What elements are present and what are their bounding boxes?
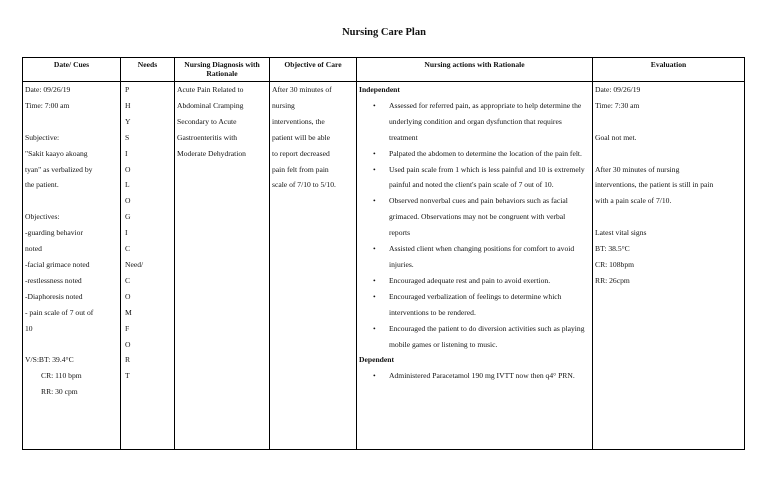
header-actions: Nursing actions with Rationale xyxy=(357,58,593,82)
objective-line: scale of 7/10 to 5/10. xyxy=(272,180,336,190)
subjective-text-3: the patient. xyxy=(25,180,59,190)
objective-cell xyxy=(270,82,357,450)
list-item: • Assisted client when changing positions for comfort to avoid injuries. xyxy=(389,241,590,273)
evaluation-date: Date: 09/26/19 xyxy=(595,85,641,94)
independent-label: Independent xyxy=(359,85,400,94)
needs-letter: F xyxy=(125,323,130,333)
evaluation-status: Goal not met. xyxy=(595,132,637,142)
evaluation-summary: After 30 minutes of nursing xyxy=(595,164,680,174)
evaluation-summary: with a pain scale of 7/10. xyxy=(595,196,672,206)
table-row xyxy=(23,82,745,450)
objective-cue: -facial grimace noted xyxy=(25,259,90,269)
objective-line: interventions, the xyxy=(272,116,325,126)
needs-letter: C xyxy=(125,244,131,254)
latest-vital-rr: RR: 26cpm xyxy=(595,275,630,285)
list-item: • Encouraged adequate rest and pain to avoid exertion. xyxy=(389,273,590,289)
evaluation-summary: interventions, the patient is still in pain xyxy=(595,180,714,190)
objective-cue: noted xyxy=(25,244,42,254)
objective-line: patient will be able xyxy=(272,132,330,142)
evaluation-time: Time: 7:30 am xyxy=(595,100,640,110)
needs-letter: O xyxy=(125,291,131,301)
needs-letter: R xyxy=(125,355,131,365)
objective-cue: 10 xyxy=(25,323,33,333)
diagnosis-line: Acute Pain Related to xyxy=(177,85,244,94)
subjective-label: Subjective: xyxy=(25,132,60,142)
diagnosis-line: Moderate Dehydration xyxy=(177,148,246,158)
header-row xyxy=(23,58,745,82)
needs-letter: O xyxy=(125,164,131,174)
objective-line: to report decreased xyxy=(272,148,330,158)
diagnosis-line: Secondary to Acute xyxy=(177,116,237,126)
objective-line: nursing xyxy=(272,100,295,110)
latest-vitals-label: Latest vital signs xyxy=(595,228,647,238)
page-title: Nursing Care Plan xyxy=(342,27,426,38)
needs-letter: O xyxy=(125,339,131,349)
header-date-cues: Date/ Cues xyxy=(23,58,121,82)
list-item: • Assessed for referred pain, as appropriate to help determine the underlying condition and organ dysfunction that requires treatment xyxy=(389,98,590,146)
needs-letter: I xyxy=(125,228,128,238)
subjective-text-2: tyan" as verbalized by xyxy=(25,164,93,174)
objective-cue: -guarding behavior xyxy=(25,228,83,238)
needs-letter: Y xyxy=(125,116,131,126)
cues-date: Date: 09/26/19 xyxy=(25,85,71,94)
dependent-label: Dependent xyxy=(359,355,395,365)
diagnosis-line: Gastroenteritis with xyxy=(177,132,238,142)
objective-cue: -Diaphoresis noted xyxy=(25,291,83,301)
dependent-actions-list xyxy=(359,368,590,384)
header-objective: Objective of Care xyxy=(270,58,357,82)
header-evaluation: Evaluation xyxy=(593,58,745,82)
objective-line: After 30 minutes of xyxy=(272,85,332,94)
list-item: • Used pain scale from 1 which is less painful and 10 is extremely painful and noted the client's pain scale of 7 out of 10. xyxy=(389,162,590,194)
diagnosis-cell xyxy=(175,82,270,450)
needs-letter: P xyxy=(125,85,130,94)
needs-letter: Need/ xyxy=(125,259,144,269)
evaluation-cell xyxy=(593,82,745,450)
list-item: • Encouraged verbalization of feelings to determine which interventions to be rendered. xyxy=(389,289,590,321)
list-item: • Encouraged the patient to do diversion activities such as playing mobile games or listening to music. xyxy=(389,321,590,353)
list-item: • Observed nonverbal cues and pain behaviors such as facial grimaced. Observations may not be congruent with verbal reports xyxy=(389,193,590,241)
actions-cell xyxy=(357,82,593,450)
header-needs: Needs xyxy=(121,58,175,82)
objective-line: pain felt from pain xyxy=(272,164,329,174)
list-item: • Palpated the abdomen to determine the location of the pain felt. xyxy=(389,146,590,162)
vital-sign-bt: V/S:BT: 39.4°C xyxy=(25,355,74,365)
vital-sign-cr: CR: 110 bpm xyxy=(41,371,82,381)
objectives-label: Objectives: xyxy=(25,212,60,222)
subjective-text-1: "Sakit kaayo akoang xyxy=(25,148,88,158)
objective-cue: -restlessness noted xyxy=(25,275,82,285)
objective-cue: - pain scale of 7 out of xyxy=(25,307,94,317)
care-plan-table xyxy=(22,57,745,450)
needs-letter: H xyxy=(125,100,131,110)
needs-letter: G xyxy=(125,212,131,222)
header-diagnosis: Nursing Diagnosis with Rationale xyxy=(175,58,270,82)
latest-vital-cr: CR: 108bpm xyxy=(595,259,635,269)
diagnosis-line: Abdominal Cramping xyxy=(177,100,244,110)
cues-cell xyxy=(23,82,121,450)
needs-letter: O xyxy=(125,196,131,206)
needs-cell xyxy=(121,82,175,450)
needs-letter: S xyxy=(125,132,130,142)
cues-time: Time: 7:00 am xyxy=(25,100,70,110)
independent-actions-list xyxy=(359,98,590,353)
vital-sign-rr: RR: 30 cpm xyxy=(41,387,78,397)
needs-letter: L xyxy=(125,180,130,190)
latest-vital-bt: BT: 38.5°C xyxy=(595,244,630,254)
needs-letter: I xyxy=(125,148,128,158)
needs-letter: T xyxy=(125,371,130,381)
list-item: • Administered Paracetamol 190 mg IVTT now then q4° PRN. xyxy=(389,368,590,384)
needs-letter: M xyxy=(125,307,132,317)
needs-letter: C xyxy=(125,275,131,285)
